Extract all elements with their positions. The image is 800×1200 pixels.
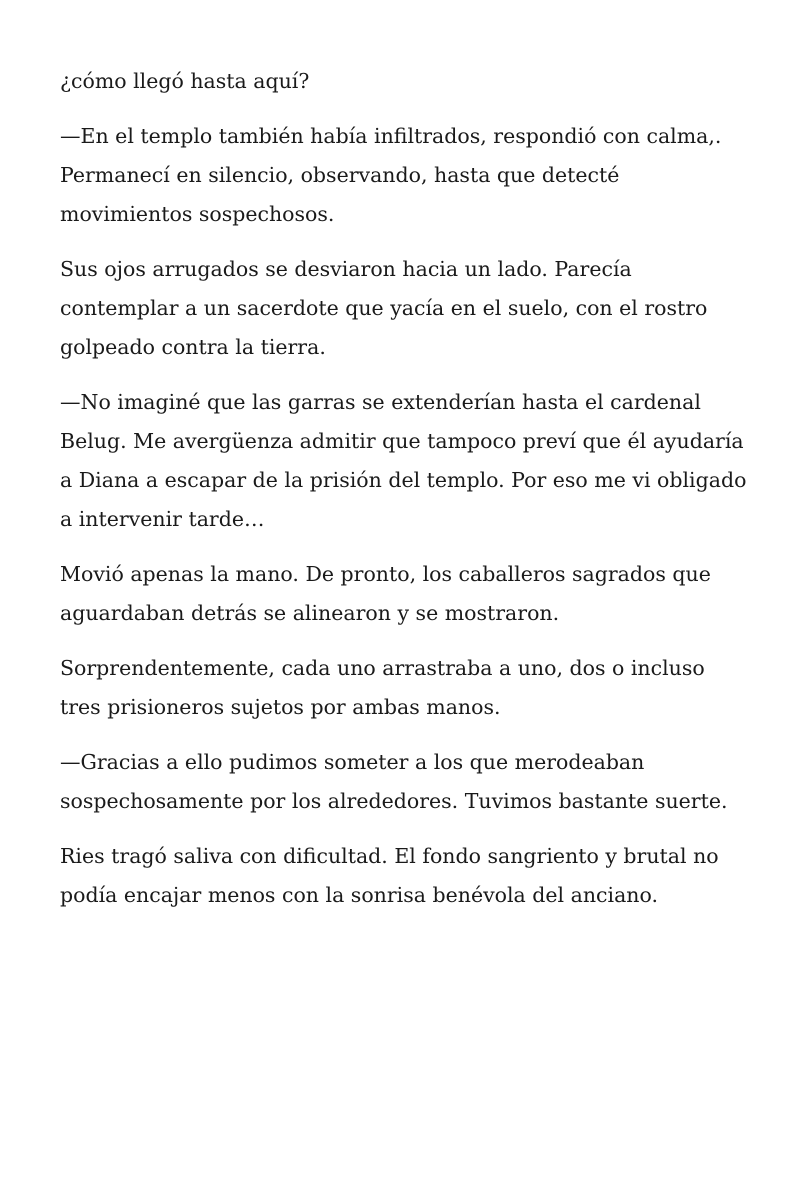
paragraph: —No imaginé que las garras se extenderían hasta el cardenal Belug. Me avergüenza admitir que tampoco preví que él ayudaría a Diana a escapar de la prisión del templo. Por eso me vi obligado a intervenir tarde… — [60, 390, 747, 531]
paragraph: Sus ojos arrugados se desviaron hacia un lado. Parecía contemplar a un sacerdote que yacía en el suelo, con el rostro golpeado contra la tierra. — [60, 257, 708, 359]
paragraph: Ries tragó saliva con dificultad. El fondo sangriento y brutal no podía encajar menos con la sonrisa benévola del anciano. — [60, 844, 719, 907]
paragraph: ¿cómo llegó hasta aquí? — [60, 69, 310, 93]
paragraph: Sorprendentemente, cada uno arrastraba a uno, dos o incluso tres prisioneros sujetos por ambas manos. — [60, 656, 705, 719]
paragraph: —Gracias a ello pudimos someter a los que merodeaban sospechosamente por los alrededores. Tuvimos bastante suerte. — [60, 750, 728, 813]
paragraph: Movió apenas la mano. De pronto, los caballeros sagrados que aguardaban detrás se alinearon y se mostraron. — [60, 562, 711, 625]
paragraph: —En el templo también había infiltrados, respondió con calma,. Permanecí en silencio, observando, hasta que detecté movimientos sospechosos. — [60, 124, 722, 226]
